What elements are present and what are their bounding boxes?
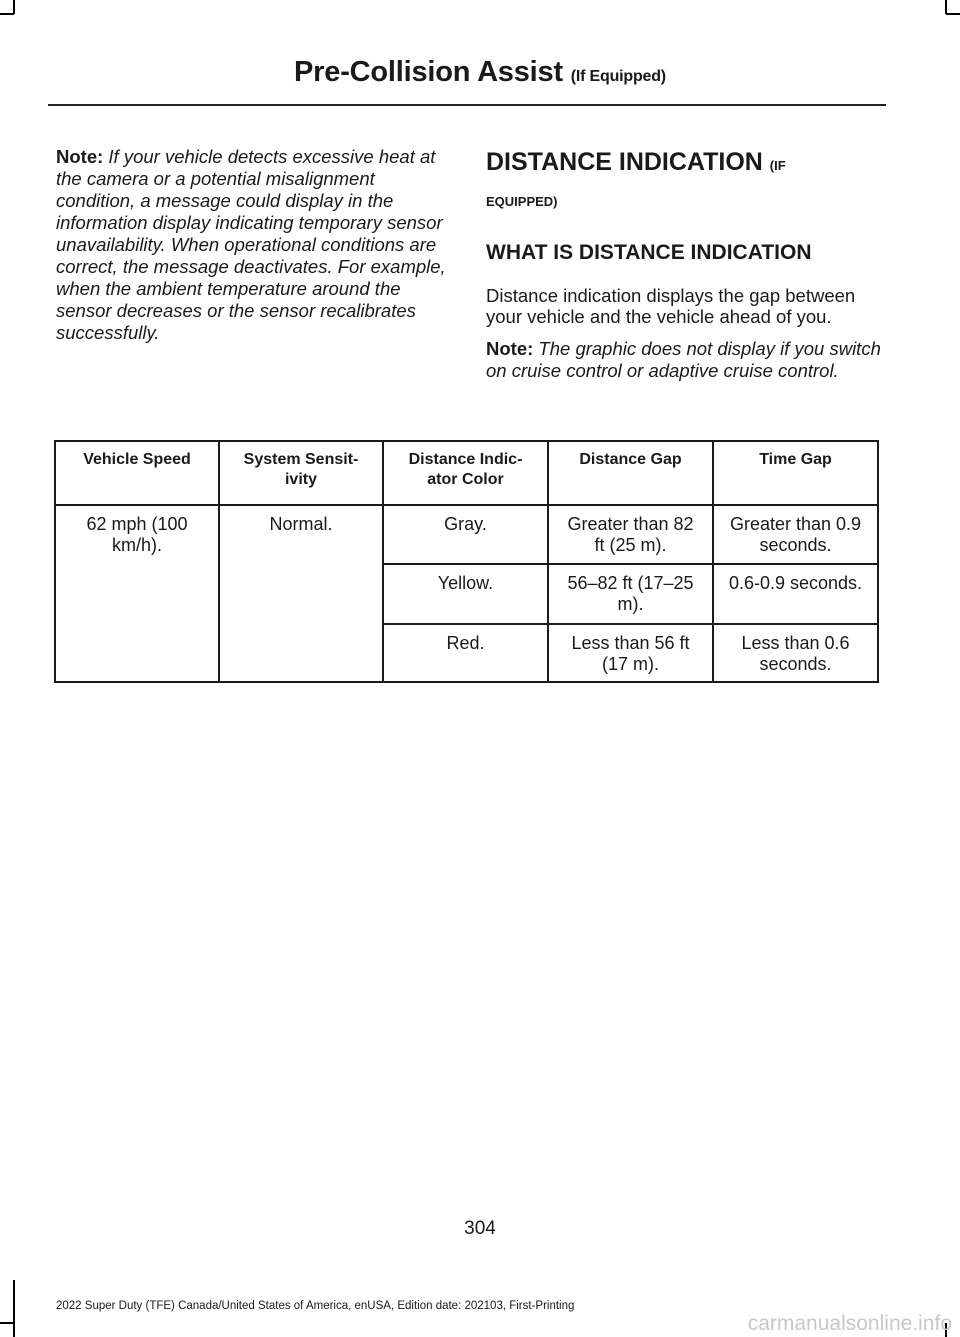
note-text: The graphic does not display if you switch on cruise control or adaptive cruise control.	[486, 338, 881, 381]
section-heading	[486, 146, 886, 182]
subheading: WHAT IS DISTANCE INDICATION	[486, 241, 812, 264]
note-label: Note:	[486, 338, 534, 359]
time-gap-cell: Less than 0.6 seconds.	[713, 624, 878, 682]
page-title-suffix: (If Equipped)	[570, 68, 666, 85]
column-header: Distance Indic-ator Color	[383, 441, 548, 505]
column-header: Vehicle Speed	[55, 441, 219, 505]
note-text: If your vehicle detects excessive heat at the camera or a potential misalignment condition, a message could display in the information display indicating temporary sensor unavailability. When operational conditions are correct, the message deactivates. For example, when the ambient temperature around the sensor decreases or the sensor recalibrates successfully.	[56, 146, 446, 343]
section-paragraph: Distance indication displays the gap between your vehicle and the vehicle ahead of you.	[486, 285, 856, 327]
page-title-main: Pre-Collision Assist	[294, 56, 563, 88]
column-header: Distance Gap	[548, 441, 713, 505]
header-divider	[48, 104, 886, 106]
column-header: Time Gap	[713, 441, 878, 505]
crop-mark	[945, 0, 947, 14]
section-note	[486, 338, 886, 382]
distance-gap-cell: Greater than 82 ft (25 m).	[548, 505, 713, 564]
crop-mark	[0, 1322, 14, 1324]
section-heading-suffix: (IF	[769, 158, 786, 173]
time-gap-cell: 0.6-0.9 seconds.	[713, 564, 878, 624]
left-note	[56, 146, 450, 344]
time-gap-cell: Greater than 0.9 seconds.	[713, 505, 878, 564]
section-heading-text: DISTANCE INDICATION	[486, 148, 763, 176]
column-header: System Sensit-ivity	[219, 441, 383, 505]
sensitivity-cell: Normal.	[219, 505, 383, 682]
section-heading-suffix-cont: EQUIPPED)	[486, 194, 558, 209]
distance-table	[54, 440, 879, 683]
note-label: Note:	[56, 146, 104, 167]
crop-mark	[0, 13, 14, 15]
color-cell: Red.	[383, 624, 548, 682]
page-number: 304	[464, 1218, 496, 1239]
footer-text: 2022 Super Duty (TFE) Canada/United States of America, enUSA, Edition date: 202103, First-Printing	[56, 1300, 575, 1312]
color-cell: Yellow.	[383, 564, 548, 624]
crop-mark	[946, 13, 960, 15]
distance-gap-cell: 56–82 ft (17–25 m).	[548, 564, 713, 624]
watermark: carmanualsonline.info	[747, 1312, 952, 1335]
distance-gap-cell: Less than 56 ft (17 m).	[548, 624, 713, 682]
table-header-row	[55, 441, 878, 505]
crop-mark	[13, 1280, 15, 1337]
page-title	[0, 56, 960, 89]
vehicle-speed-cell: 62 mph (100 km/h).	[55, 505, 219, 682]
color-cell: Gray.	[383, 505, 548, 564]
distance-indication-section	[486, 146, 886, 382]
table-row	[55, 505, 878, 564]
crop-mark	[13, 0, 15, 14]
